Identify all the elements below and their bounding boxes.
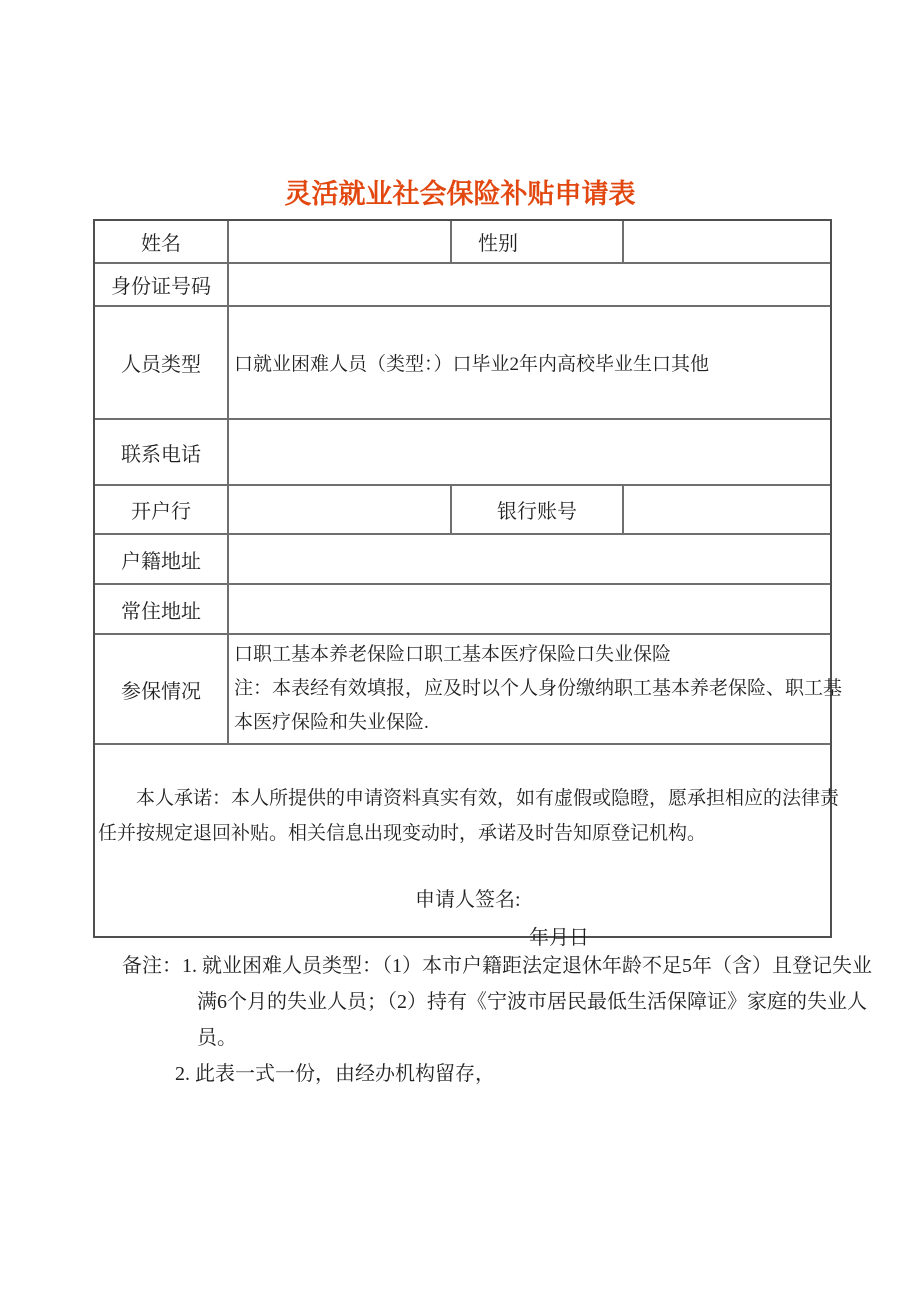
row-person-type [95,307,830,420]
insurance-note-line2: 本医疗保险和失业保险. [234,712,429,733]
residence-address-field[interactable] [229,585,830,633]
bank-account-label: 银行账号 [452,486,624,533]
row-pledge [95,745,840,949]
hukou-address-label: 户籍地址 [95,535,229,583]
note-1-line-2: 满6个月的失业人员；（2）持有《宁波市居民最低生活保障证》家庭的失业人 [197,991,867,1013]
bank-branch-field[interactable] [229,486,452,533]
row-hukou-address [95,535,830,585]
insurance-note-line1: 注：本表经有效填报，应及时以个人身份缴纳职工基本养老保险、职工基 [234,678,843,699]
note-1-line-3: 员。 [197,1027,237,1049]
row-bank [95,486,830,535]
signature-date-label[interactable]: 年月日 [529,927,589,949]
application-form-table [93,219,843,949]
footer-notes [122,948,872,1092]
gender-field[interactable] [624,221,830,262]
id-number-label: 身份证号码 [95,264,229,305]
applicant-signature-label[interactable]: 申请人签名: [415,889,521,911]
row-residence-address [95,585,830,635]
person-type-options[interactable]: 口就业困难人员（类型：）口毕业2年内高校毕业生口其他 [234,354,710,375]
row-phone [95,420,830,486]
note-1-line-1: 备注：1. 就业困难人员类型：（1）本市户籍距法定退休年龄不足5年（含）且登记失业 [122,955,872,977]
note-2: 2. 此表一式一份，由经办机构留存， [175,1063,495,1085]
name-field[interactable] [229,221,452,262]
residence-address-label: 常住地址 [95,585,229,633]
id-number-field[interactable] [229,264,830,305]
name-label: 姓名 [95,221,229,262]
pledge-cell [95,745,840,949]
person-type-label: 人员类型 [95,307,229,418]
row-id-number [95,264,830,307]
pledge-text-line2: 任并按规定退回补贴。相关信息出现变动时，承诺及时告知原登记机构。 [98,823,707,844]
row-name-gender [95,221,830,264]
row-insurance-status [95,635,843,745]
form-title: 灵活就业社会保险补贴申请表 [284,179,636,209]
gender-label: 性别 [452,221,624,262]
phone-field[interactable] [229,420,830,484]
bank-account-field[interactable] [624,486,830,533]
pledge-text-line1: 本人承诺：本人所提供的申请资料真实有效，如有虚假或隐瞪，愿承担相应的法律责 [136,788,840,809]
insurance-options[interactable]: 口职工基本养老保险口职工基本医疗保险口失业保险 [234,644,672,665]
bank-branch-label: 开户行 [95,486,229,533]
phone-label: 联系电话 [95,420,229,484]
insurance-status-content [229,635,842,743]
hukou-address-field[interactable] [229,535,830,583]
insurance-status-label: 参保情况 [95,635,229,743]
